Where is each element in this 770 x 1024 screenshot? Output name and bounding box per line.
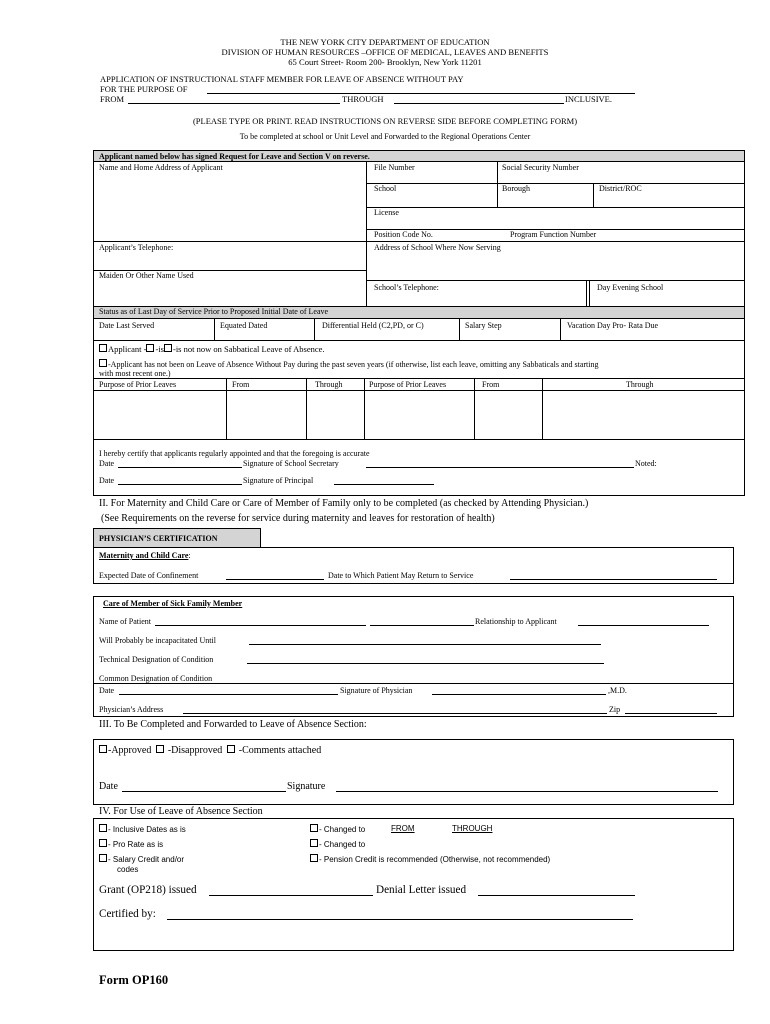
pension-option: - Pension Credit is recommended (Otherwise, not recommended) bbox=[310, 854, 550, 864]
status-col-date-last-served: Date Last Served bbox=[99, 321, 155, 330]
pro-rate-option: - Pro Rate as is bbox=[99, 839, 163, 849]
no-prior-leave-checkbox[interactable] bbox=[99, 359, 107, 367]
date-line-principal[interactable] bbox=[118, 484, 242, 485]
status-col-salary-step: Salary Step bbox=[465, 321, 502, 330]
status-col-differential: Differential Held (C2,PD, or C) bbox=[322, 321, 424, 330]
ssn-label: Social Security Number bbox=[502, 163, 579, 172]
prior-col-purpose-1: Purpose of Prior Leaves bbox=[99, 380, 177, 389]
patient-name-line[interactable] bbox=[155, 625, 366, 626]
denial-line[interactable] bbox=[478, 895, 635, 896]
sig-principal-line[interactable] bbox=[334, 484, 434, 485]
through-label: THROUGH bbox=[342, 94, 384, 104]
expected-date-line[interactable] bbox=[226, 579, 324, 580]
signature-label-section3: Signature bbox=[287, 781, 326, 792]
patient-name-label: Name of Patient bbox=[99, 617, 151, 626]
expected-date-label: Expected Date of Confinement bbox=[99, 571, 199, 580]
purpose-label: FOR THE PURPOSE OF bbox=[100, 84, 188, 94]
school-address-label: Address of School Where Now Serving bbox=[374, 243, 501, 252]
completion-note: To be completed at school or Unit Level and Forwarded to the Regional Operations Center bbox=[239, 132, 531, 141]
certify-statement: I hereby certify that applicants regularly appointed and that the foregoing is accurate bbox=[99, 449, 370, 458]
through-line[interactable] bbox=[394, 103, 564, 104]
noted-label: Noted: bbox=[635, 459, 657, 468]
maternity-title: Maternity and Child Care: bbox=[99, 551, 191, 560]
from-line[interactable] bbox=[128, 103, 340, 104]
technical-label: Technical Designation of Condition bbox=[99, 655, 214, 664]
application-title: APPLICATION OF INSTRUCTIONAL STAFF MEMBER FOR LEAVE OF ABSENCE WITHOUT PAY bbox=[100, 74, 464, 84]
through-label-section4: THROUGH bbox=[452, 824, 493, 833]
applicant-telephone-label: Applicant’s Telephone: bbox=[99, 243, 174, 252]
borough-label: Borough bbox=[502, 184, 530, 193]
physician-address-line[interactable] bbox=[183, 713, 607, 714]
prior-col-purpose-2: Purpose of Prior Leaves bbox=[369, 380, 447, 389]
prior-leave-statement-cont: with most recent one.) bbox=[99, 369, 171, 378]
applicant-header: Applicant named below has signed Request for Leave and Section V on reverse. bbox=[99, 152, 370, 161]
inclusive-label: INCLUSIVE. bbox=[565, 94, 612, 104]
section-4-title: IV. For Use of Leave of Absence Section bbox=[99, 806, 263, 817]
zip-label: Zip bbox=[609, 705, 621, 714]
changed-to-checkbox[interactable] bbox=[310, 824, 318, 832]
division-title: DIVISION OF HUMAN RESOURCES –OFFICE OF MEDICAL, LEAVES AND BENEFITS bbox=[221, 47, 549, 57]
status-col-equated-dated: Equated Dated bbox=[220, 321, 268, 330]
salary-credit-codes: codes bbox=[117, 865, 139, 874]
grant-line[interactable] bbox=[209, 895, 373, 896]
program-function-label: Program Function Number bbox=[510, 230, 597, 239]
instructions-text: (PLEASE TYPE OR PRINT. READ INSTRUCTIONS ON REVERSE SIDE BEFORE COMPLETING FORM) bbox=[192, 116, 578, 126]
section-3-title: III. To Be Completed and Forwarded to Leave of Absence Section: bbox=[99, 719, 367, 730]
date-label-physician: Date bbox=[99, 686, 115, 695]
department-title: THE NEW YORK CITY DEPARTMENT OF EDUCATION bbox=[280, 37, 490, 47]
date-line-secretary[interactable] bbox=[118, 467, 242, 468]
school-label: School bbox=[374, 184, 397, 193]
disapproved-checkbox[interactable] bbox=[156, 745, 164, 753]
name-address-label: Name and Home Address of Applicant bbox=[99, 163, 223, 172]
relationship-label: Relationship to Applicant bbox=[475, 617, 557, 626]
school-telephone-label: School’s Telephone: bbox=[374, 283, 439, 292]
certified-line[interactable] bbox=[167, 919, 633, 920]
date-line-section3[interactable] bbox=[122, 791, 286, 792]
sig-principal-label: Signature of Principal bbox=[243, 476, 314, 485]
prior-col-through-2: Through bbox=[626, 380, 654, 389]
certified-label: Certified by: bbox=[99, 908, 156, 920]
changed-to-checkbox-2[interactable] bbox=[310, 839, 318, 847]
from-label-section4: FROM bbox=[391, 824, 415, 833]
license-label: License bbox=[374, 208, 399, 217]
district-label: District/ROC bbox=[599, 184, 642, 193]
sig-physician-line[interactable] bbox=[432, 694, 606, 695]
return-date-label: Date to Which Patient May Return to Service bbox=[328, 571, 474, 580]
office-address: 65 Court Street- Room 200- Brooklyn, New York 11201 bbox=[288, 57, 482, 67]
date-label-secretary: Date bbox=[99, 459, 115, 468]
prior-col-through-1: Through bbox=[315, 380, 343, 389]
inclusive-option: - Inclusive Dates as is bbox=[99, 824, 186, 834]
physician-cert-label: PHYSICIAN’S CERTIFICATION bbox=[99, 534, 218, 543]
zip-line[interactable] bbox=[625, 713, 717, 714]
status-header: Status as of Last Day of Service Prior to Proposed Initial Date of Leave bbox=[99, 307, 329, 316]
physician-address-label: Physician’s Address bbox=[99, 705, 164, 714]
date-line-physician[interactable] bbox=[119, 694, 338, 695]
sig-secretary-line[interactable] bbox=[366, 467, 634, 468]
return-date-line[interactable] bbox=[510, 579, 717, 580]
date-label-section3: Date bbox=[99, 781, 118, 792]
applicant-checkbox[interactable] bbox=[99, 344, 107, 352]
form-id: Form OP160 bbox=[99, 973, 169, 987]
from-label: FROM bbox=[100, 94, 125, 104]
salary-credit-checkbox[interactable] bbox=[99, 854, 107, 862]
changed-to-option: - Changed to bbox=[310, 824, 365, 834]
prior-leave-statement: -Applicant has not been on Leave of Absence Without Pay during the past seven years (if otherwise, list each leave, omitting any Sabbaticals and starting bbox=[99, 359, 599, 369]
section-2-subtitle: (See Requirements on the reverse for service during maternity and leaves for restoration of health) bbox=[101, 513, 495, 524]
sabbatical-status-line: Applicant - -is -is not now on Sabbatical Leave of Absence. bbox=[99, 344, 325, 354]
incapacitated-line[interactable] bbox=[249, 644, 601, 645]
approved-checkbox[interactable] bbox=[99, 745, 107, 753]
pro-rate-checkbox[interactable] bbox=[99, 839, 107, 847]
md-label: ,M.D. bbox=[608, 686, 627, 695]
salary-credit-option: - Salary Credit and/or bbox=[99, 854, 184, 864]
relationship-line[interactable] bbox=[578, 625, 709, 626]
is-not-checkbox[interactable] bbox=[164, 344, 172, 352]
pension-checkbox[interactable] bbox=[310, 854, 318, 862]
status-col-vacation: Vacation Day Pro- Rata Due bbox=[567, 321, 659, 330]
denial-label: Denial Letter issued bbox=[376, 884, 467, 896]
is-checkbox[interactable] bbox=[146, 344, 154, 352]
common-label: Common Designation of Condition bbox=[99, 674, 213, 683]
signature-line-section3[interactable] bbox=[336, 791, 718, 792]
day-evening-label: Day Evening School bbox=[597, 283, 664, 292]
section-2-title: II. For Maternity and Child Care or Care of Member of Family only to be completed (as checked by Attending Physician.) bbox=[99, 498, 589, 509]
technical-line[interactable] bbox=[247, 663, 604, 664]
inclusive-checkbox[interactable] bbox=[99, 824, 107, 832]
file-number-label: File Number bbox=[374, 163, 415, 172]
date-label-principal: Date bbox=[99, 476, 115, 485]
sig-secretary-label: Signature of School Secretary bbox=[243, 459, 339, 468]
grant-label: Grant (OP218) issued bbox=[99, 884, 197, 896]
prior-col-from-2: From bbox=[482, 380, 500, 389]
decision-options: -Approved -Disapproved -Comments attached bbox=[99, 745, 321, 756]
patient-name-line-2[interactable] bbox=[370, 625, 474, 626]
comments-checkbox[interactable] bbox=[227, 745, 235, 753]
sig-physician-label: Signature of Physician bbox=[340, 686, 413, 695]
incapacitated-label: Will Probably be incapacitated Until bbox=[99, 636, 216, 645]
maiden-name-label: Maiden Or Other Name Used bbox=[99, 271, 194, 280]
position-code-label: Position Code No. bbox=[374, 230, 433, 239]
prior-col-from-1: From bbox=[232, 380, 250, 389]
care-title: Care of Member of Sick Family Member bbox=[103, 599, 243, 608]
changed-to-option-2: - Changed to bbox=[310, 839, 365, 849]
